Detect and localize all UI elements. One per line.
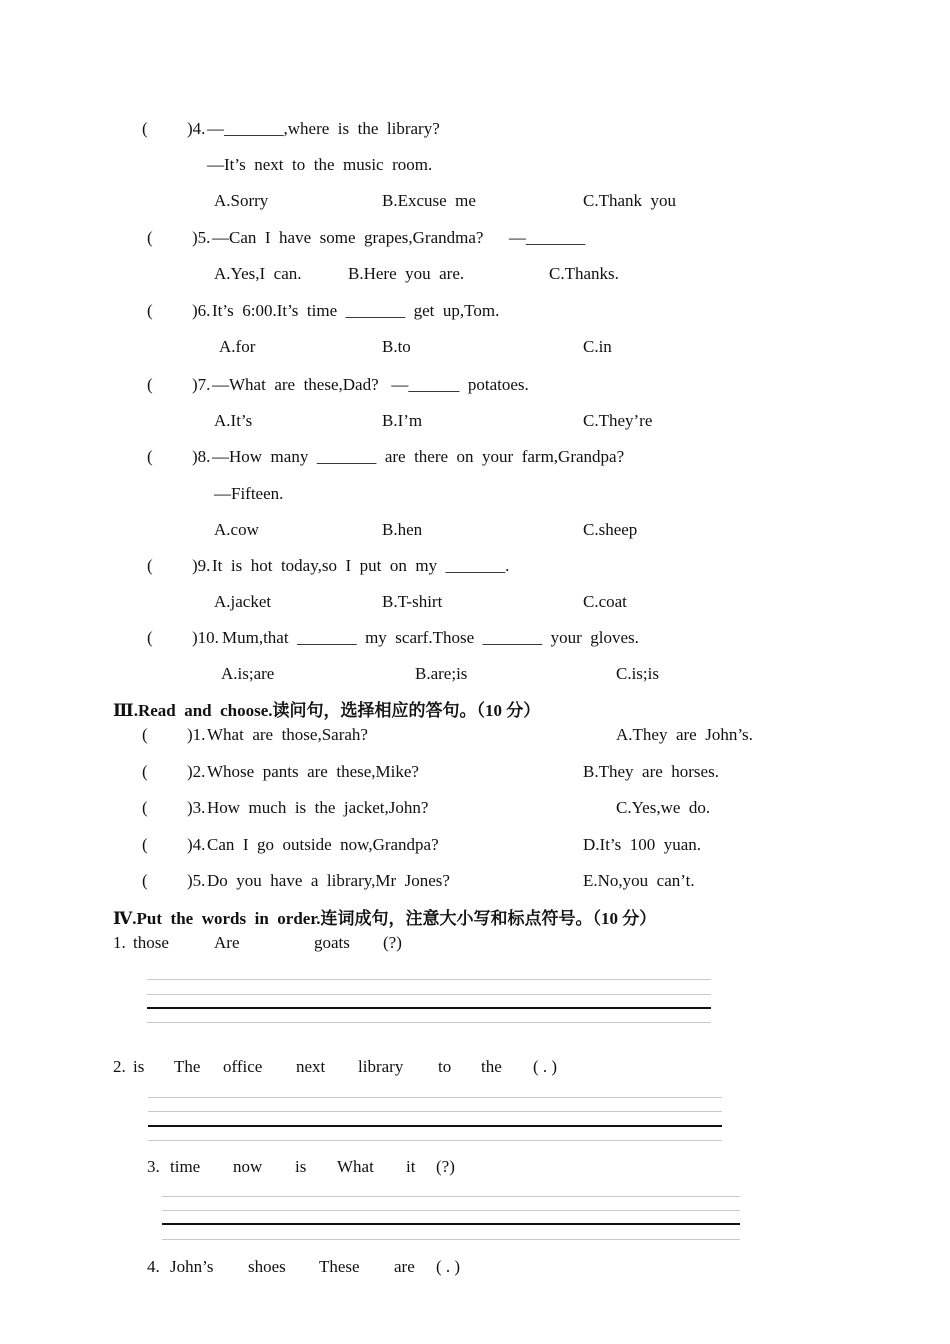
- question-number: )9.: [192, 556, 211, 575]
- word: now: [233, 1157, 263, 1176]
- option-b: B.Here you are.: [348, 264, 465, 283]
- writing-line[interactable]: [162, 1210, 740, 1211]
- option-b: B.are;is: [415, 664, 468, 683]
- question-number: )10.: [192, 628, 219, 647]
- word: What: [337, 1157, 374, 1176]
- option-a: A.Sorry: [214, 191, 269, 210]
- question-text: Mum,that _______ my scarf.Those _______ your gloves.: [222, 628, 639, 647]
- writing-baseline[interactable]: [148, 1125, 722, 1127]
- answer-paren[interactable]: (: [142, 871, 148, 890]
- word: (?): [383, 933, 402, 952]
- answer-choice: B.They are horses.: [583, 762, 719, 781]
- question-text: Can I go outside now,Grandpa?: [207, 835, 439, 854]
- question-text: —_______,where is the library?: [207, 119, 440, 138]
- writing-baseline[interactable]: [147, 1007, 711, 1009]
- answer-paren[interactable]: (: [147, 447, 153, 466]
- word: are: [394, 1257, 415, 1276]
- word: time: [170, 1157, 201, 1176]
- word: The: [174, 1057, 201, 1076]
- word: These: [319, 1257, 360, 1276]
- section3-title: Ⅲ.Read and choose.读问句，选择相应的答句。（10 分）: [113, 701, 541, 720]
- option-b: B.to: [382, 337, 411, 356]
- question-text: —What are these,Dad? —______ potatoes.: [212, 375, 529, 394]
- answer-paren[interactable]: (: [147, 628, 153, 647]
- word: is: [295, 1157, 307, 1176]
- question-number: )4.: [187, 119, 206, 138]
- answer-paren[interactable]: (: [142, 119, 148, 138]
- word: Are: [214, 933, 240, 952]
- option-c: C.sheep: [583, 520, 638, 539]
- answer-choice: D.It’s 100 yuan.: [583, 835, 702, 854]
- option-a: A.It’s: [214, 411, 253, 430]
- word: to: [438, 1057, 452, 1076]
- word: ( . ): [533, 1057, 558, 1076]
- word: it: [406, 1157, 416, 1176]
- option-c: C.coat: [583, 592, 627, 611]
- question-number: )3.: [187, 798, 206, 817]
- question-text: It is hot today,so I put on my _______.: [212, 556, 510, 575]
- writing-line[interactable]: [147, 994, 711, 995]
- answer-paren[interactable]: (: [142, 835, 148, 854]
- question-text: Do you have a library,Mr Jones?: [207, 871, 450, 890]
- option-b: B.hen: [382, 520, 423, 539]
- answer-paren[interactable]: (: [142, 725, 148, 744]
- writing-line[interactable]: [147, 1022, 711, 1023]
- question-number: )7.: [192, 375, 211, 394]
- answer-paren[interactable]: (: [142, 762, 148, 781]
- question-number: )8.: [192, 447, 211, 466]
- word: the: [481, 1057, 502, 1076]
- writing-line[interactable]: [162, 1239, 740, 1240]
- option-c: C.is;is: [616, 664, 659, 683]
- answer-choice: E.No,you can’t.: [583, 871, 695, 890]
- item-number: 1.: [113, 933, 126, 952]
- option-c: C.Thanks.: [549, 264, 619, 283]
- option-b: B.Excuse me: [382, 191, 476, 210]
- writing-line[interactable]: [148, 1097, 722, 1098]
- question-text: It’s 6:00.It’s time _______ get up,Tom.: [212, 301, 500, 320]
- writing-line[interactable]: [148, 1111, 722, 1112]
- item-number: 2.: [113, 1057, 126, 1076]
- option-a: A.for: [219, 337, 256, 356]
- option-a: A.jacket: [214, 592, 272, 611]
- reply-text: —Fifteen.: [214, 484, 284, 503]
- option-a: A.is;are: [221, 664, 275, 683]
- option-c: C.in: [583, 337, 612, 356]
- option-a: A.cow: [214, 520, 259, 539]
- word: library: [358, 1057, 404, 1076]
- word: office: [223, 1057, 263, 1076]
- item-number: 3.: [147, 1157, 160, 1176]
- question-text: How much is the jacket,John?: [207, 798, 429, 817]
- word: John’s: [170, 1257, 214, 1276]
- word: shoes: [248, 1257, 286, 1276]
- writing-line[interactable]: [147, 979, 711, 980]
- writing-line[interactable]: [162, 1196, 740, 1197]
- writing-baseline[interactable]: [162, 1223, 740, 1225]
- answer-paren[interactable]: (: [147, 228, 153, 247]
- question-number: )5.: [187, 871, 206, 890]
- word: (?): [436, 1157, 455, 1176]
- answer-paren[interactable]: (: [147, 375, 153, 394]
- question-text: What are those,Sarah?: [207, 725, 368, 744]
- word: those: [133, 933, 169, 952]
- word: goats: [314, 933, 350, 952]
- question-number: )5.: [192, 228, 211, 247]
- option-b: B.I’m: [382, 411, 423, 430]
- answer-paren[interactable]: (: [147, 301, 153, 320]
- item-number: 4.: [147, 1257, 160, 1276]
- section4-title: Ⅳ.Put the words in order.连词成句，注意大小写和标点符号。（10 分）: [113, 909, 657, 928]
- question-text: —How many _______ are there on your farm,Grandpa?: [212, 447, 625, 466]
- question-text: —Can I have some grapes,Grandma? —_______: [212, 228, 586, 247]
- writing-line[interactable]: [148, 1140, 722, 1141]
- question-number: )6.: [192, 301, 211, 320]
- answer-paren[interactable]: (: [142, 798, 148, 817]
- option-c: C.They’re: [583, 411, 653, 430]
- option-c: C.Thank you: [583, 191, 677, 210]
- question-number: )1.: [187, 725, 206, 744]
- option-b: B.T-shirt: [382, 592, 443, 611]
- question-number: )2.: [187, 762, 206, 781]
- answer-choice: A.They are John’s.: [616, 725, 753, 744]
- word: next: [296, 1057, 326, 1076]
- word: is: [133, 1057, 145, 1076]
- word: ( . ): [436, 1257, 461, 1276]
- answer-paren[interactable]: (: [147, 556, 153, 575]
- answer-choice: C.Yes,we do.: [616, 798, 711, 817]
- question-number: )4.: [187, 835, 206, 854]
- reply-text: —It’s next to the music room.: [207, 155, 433, 174]
- question-text: Whose pants are these,Mike?: [207, 762, 419, 781]
- option-a: A.Yes,I can.: [214, 264, 302, 283]
